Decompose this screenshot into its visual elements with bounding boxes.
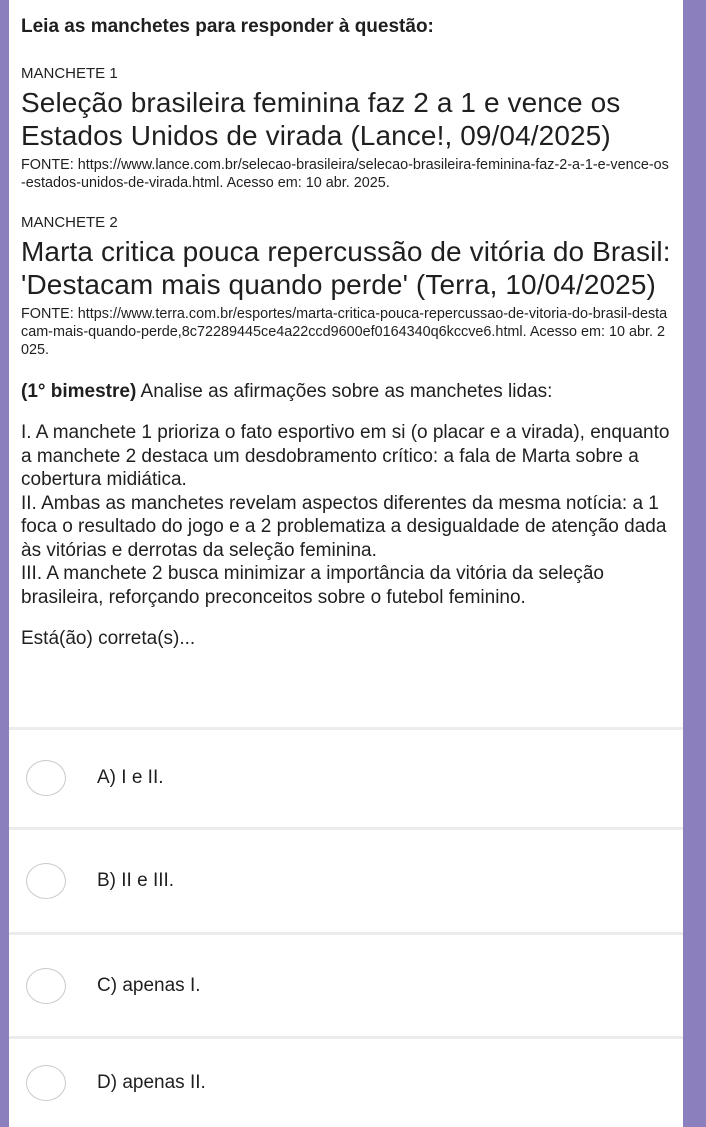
statement-1: I. A manchete 1 prioriza o fato esportivo em si (o placar e a virada), enquanto a manchete 2 destaca um desdobramento crítico: a fala de Marta sobre a cobertura midiática. [21,422,670,490]
manchete-1 [21,64,671,192]
manchete-source: FONTE: https://www.lance.com.br/selecao-brasileira/selecao-brasileira-feminina-faz-2-a-1-e-vence-os-estados-unidos-de-virada.html. Acesso em: 10 abr. 2025. [21,157,669,191]
option-label: B) II e III. [97,870,175,891]
manchete-source: FONTE: https://www.terra.com.br/esportes/marta-critica-pouca-repercussao-de-vitoria-do-brasil-destacam-mais-quando-perde,8c72289445ce4a22ccd9600ef0164340q6kccve6.html. Acesso em: 10 abr. 2025. [21,306,668,358]
radio-circle-icon[interactable] [26,760,66,796]
option-label: A) I e II. [97,767,164,788]
prompt-text: Analise as afirmações sobre as manchetes lidas: [136,381,553,402]
manchete-2 [21,213,671,359]
radio-circle-icon[interactable] [26,968,66,1004]
option-c[interactable] [9,935,683,1037]
question-prompt [21,380,671,404]
manchete-label: MANCHETE 2 [21,214,118,231]
option-a[interactable] [9,727,683,829]
statement-3: III. A manchete 2 busca minimizar a importância da vitória da seleção brasileira, reforçando preconceitos sobre o futebol feminino. [21,563,604,608]
option-d[interactable] [9,1039,683,1127]
option-label: C) apenas I. [97,975,201,996]
statement-2: II. Ambas as manchetes revelam aspectos diferentes da mesma notícia: a 1 foca o resultado do jogo e a 2 problematiza a desigualdade de atenção dada às vitórias e derrotas da seleção feminina. [21,492,667,561]
question-panel [9,0,683,1127]
manchete-headline: Marta critica pouca repercussão de vitória do Brasil: 'Destacam mais quando perde' (Terra, 10/04/2025) [21,236,671,300]
question-ask: Está(ão) correta(s)... [21,628,196,649]
manchete-headline: Seleção brasileira feminina faz 2 a 1 e vence os Estados Unidos de virada (Lance!, 09/04/2025) [21,87,621,151]
option-b[interactable] [9,830,683,932]
question-body [9,0,683,651]
manchete-label: MANCHETE 1 [21,65,118,82]
prompt-bimester: (1° bimestre) [21,381,137,402]
question-intro: Leia as manchetes para responder à questão: [21,16,434,37]
option-label: D) apenas II. [97,1072,206,1093]
radio-circle-icon[interactable] [26,1065,66,1101]
radio-circle-icon[interactable] [26,863,66,899]
